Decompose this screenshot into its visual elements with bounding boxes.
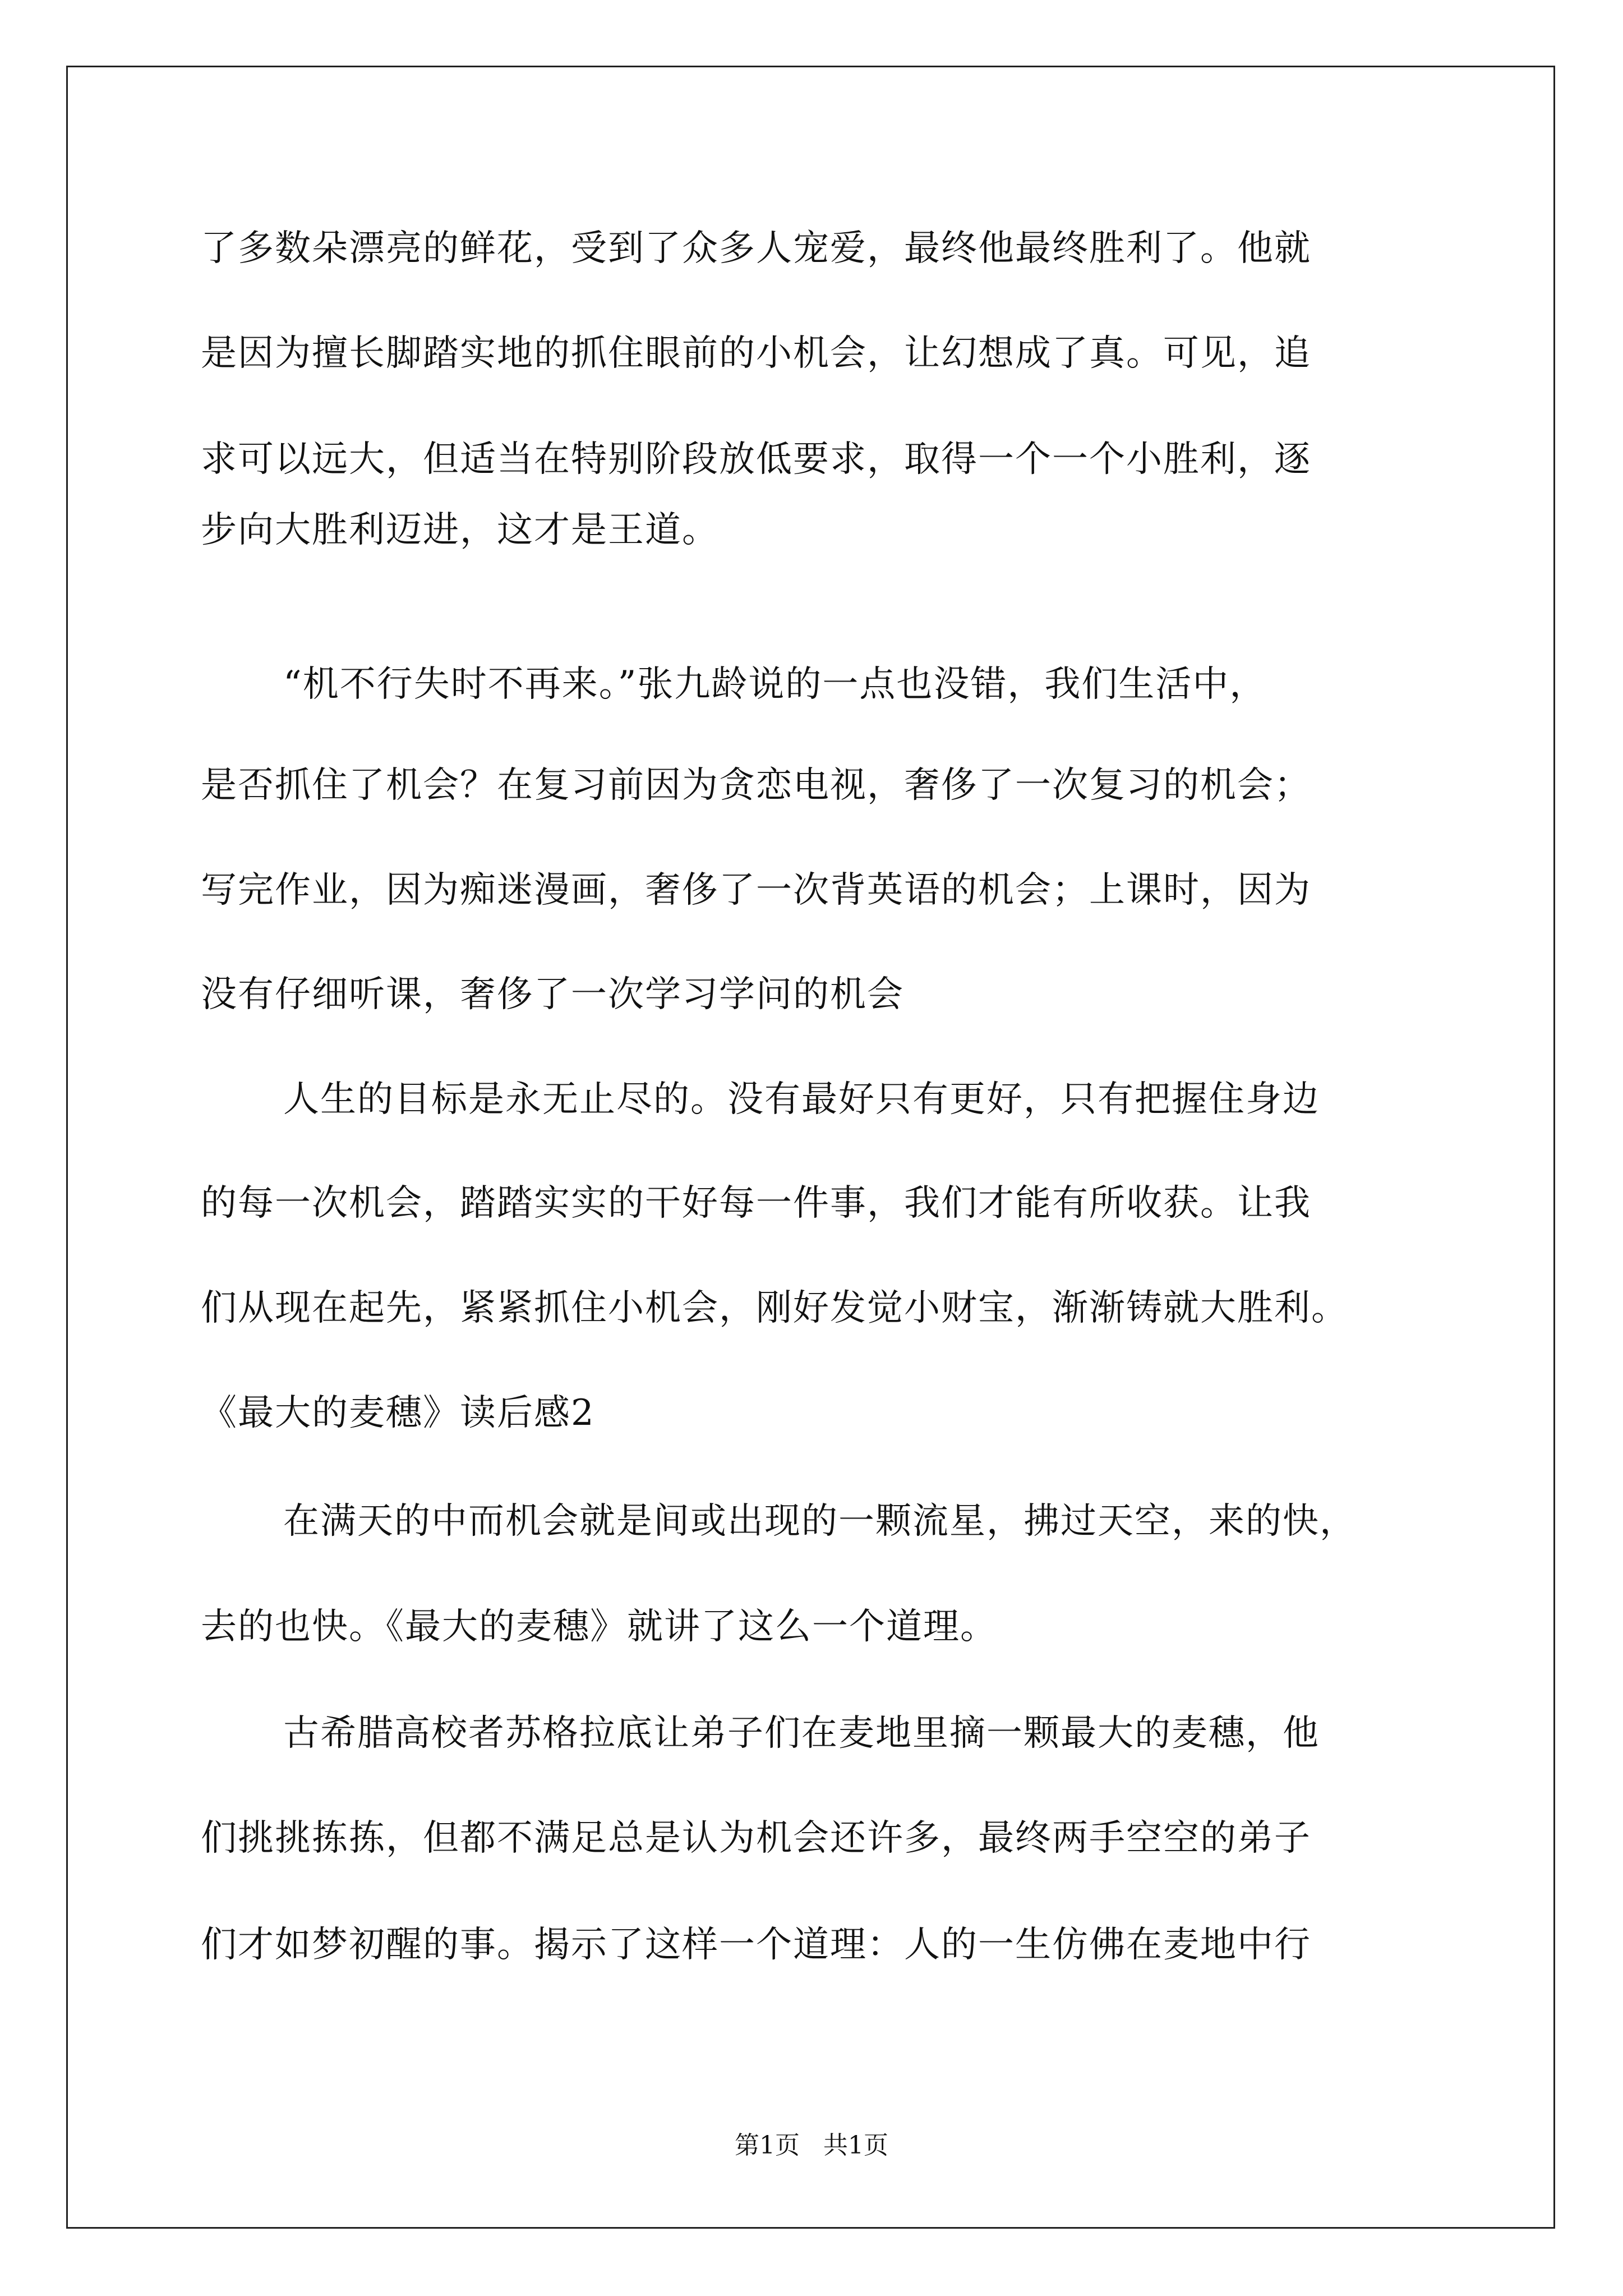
paragraph-start-line: “机不行失时不再来。”张九龄说的一点也没错，我们生活中， <box>283 664 1267 705</box>
text-line: 了多数朵漂亮的鲜花，受到了众多人宠爱，最终他最终胜利了。他就 <box>201 228 1311 269</box>
text-line: 步向大胜利迈进，这才是王道。 <box>201 509 719 551</box>
text-line: 去的也快。《最大的麦穗》就讲了这么一个道理。 <box>201 1606 997 1648</box>
text-line: 是因为擅长脚踏实地的抓住眼前的小机会，让幻想成了真。可见，追 <box>201 333 1311 374</box>
text-line: 没有仔细听课，奢侈了一次学习学问的机会 <box>201 974 904 1015</box>
text-line: 们挑挑拣拣，但都不满足总是认为机会还许多，最终两手空空的弟子 <box>201 1818 1311 1859</box>
text-line: 写完作业，因为痴迷漫画，奢侈了一次背英语的机会；上课时，因为 <box>201 869 1311 911</box>
text-line: 的每一次机会，踏踏实实的干好每一件事，我们才能有所收获。让我 <box>201 1182 1311 1224</box>
paragraph-start-line: 人生的目标是永无止尽的。没有最好只有更好，只有把握住身边 <box>283 1079 1320 1120</box>
page-border <box>66 66 1555 2229</box>
paragraph-start-line: 古希腊高校者苏格拉底让弟子们在麦地里摘一颗最大的麦穗，他 <box>283 1713 1320 1754</box>
section-heading: 《最大的麦穗》读后感2 <box>201 1392 595 1434</box>
text-line: 们才如梦初醒的事。揭示了这样一个道理：人的一生仿佛在麦地中行 <box>201 1924 1311 1966</box>
paragraph-start-line: 在满天的中而机会就是间或出现的一颗流星，拂过天空，来的快， <box>283 1501 1357 1542</box>
page-footer: 第1页 共1页 <box>735 2131 888 2160</box>
text-line: 们从现在起先，紧紧抓住小机会，刚好发觉小财宝，渐渐铸就大胜利。 <box>201 1287 1348 1329</box>
text-line: 是否抓住了机会？在复习前因为贪恋电视，奢侈了一次复习的机会； <box>201 765 1311 806</box>
text-line: 求可以远大，但适当在特别阶段放低要求，取得一个一个小胜利，逐 <box>201 439 1311 480</box>
